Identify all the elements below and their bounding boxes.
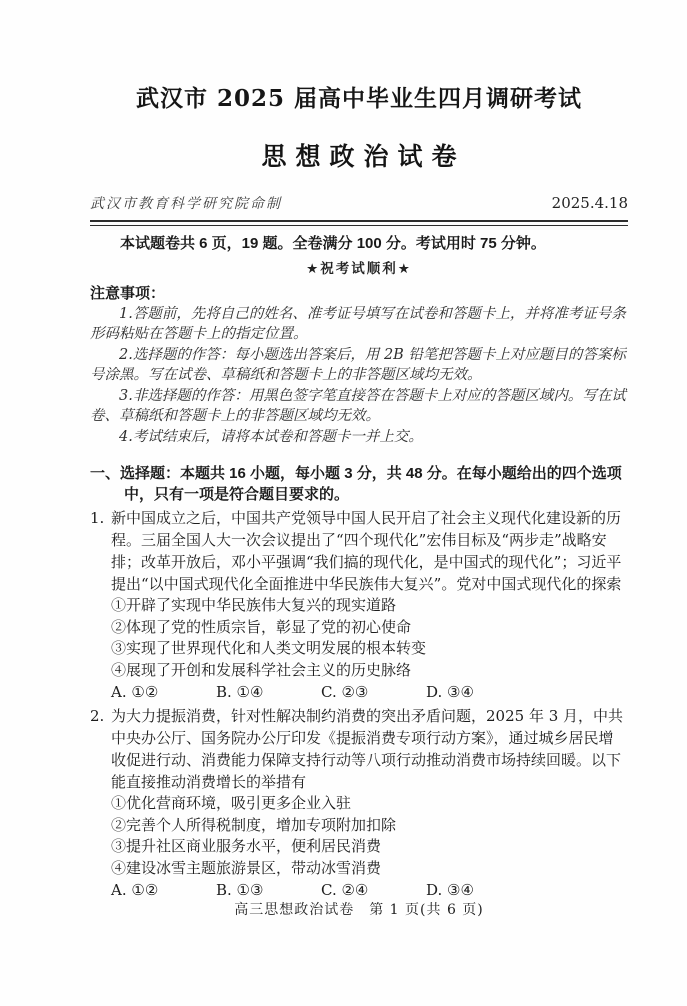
question-1-choice-a: A. ①② — [111, 683, 159, 701]
question-2-stem — [90, 705, 628, 793]
notice-item-4: 4.考试结束后，请将本试卷和答题卡一并上交。 — [119, 428, 423, 445]
issuer-label: 武汉市教育科学研究院命制 — [90, 196, 282, 212]
question-2-choice-c: C. ②④ — [321, 881, 369, 899]
question-1-choice-d: D. ③④ — [426, 683, 474, 701]
notice-item-1: 1.答题前，先将自己的姓名、准考证号填写在试卷和答题卡上，并将准考证号条形码粘贴在答题卡上的指定位置。 — [90, 305, 626, 342]
exam-info-line: 本试题卷共 6 页，19 题。全卷满分 100 分。考试用时 75 分钟。 — [120, 234, 546, 252]
header-divider — [90, 220, 628, 226]
question-1-choices-row — [90, 681, 628, 703]
question-1-text: 新中国成立之后，中国共产党领导中国人民开启了社会主义现代化建设新的历程。三届全国人大一次会议提出了“四个现代化”宏伟目标及“两步走”战略安排；改革开放后，邓小平强调“我们搞的现代化，是中国式的现代化”；习近平提出“以中国式现代化全面推进中华民族伟大复兴”。党对中国式现代化的探索 — [111, 509, 622, 593]
exam-date: 2025.4.18 — [551, 194, 628, 212]
notice-title: 注意事项： — [90, 284, 166, 302]
good-luck-line: ★祝考试顺利★ — [306, 260, 412, 276]
question-2-option-4: ④建设冰雪主题旅游景区，带动冰雪消费 — [111, 858, 382, 877]
question-2-choice-d: D. ③④ — [426, 881, 474, 899]
question-2-option-2: ②完善个人所得税制度，增加专项附加扣除 — [111, 815, 397, 834]
header-meta-row — [90, 194, 628, 213]
question-2-option-1: ①优化营商环境，吸引更多企业入驻 — [111, 794, 352, 812]
question-1-option-4: ④展现了开创和发展科学社会主义的历史脉络 — [111, 660, 412, 679]
question-1-choice-c: C. ②③ — [321, 683, 369, 701]
question-2-option-3: ③提升社区商业服务水平，便利居民消费 — [111, 837, 382, 855]
question-2-text: 为大力提振消费，针对性解决制约消费的突出矛盾问题，2025 年 3 月，中共中央办公厅、国务院办公厅印发《提振消费专项行动方案》，通过城乡居民增收促进行动、消费能力保障支持行动等八项行动推动消费市场持续回暖。以下能直接推动消费增长的举措有 — [111, 707, 624, 791]
notice-item-2: 2.选择题的作答：每小题选出答案后，用 2B 铅笔把答题卡上对应题目的答案标号涂黑。写在试卷、草稿纸和答题卡上的非答题区域均无效。 — [90, 346, 626, 383]
question-2-choices-row — [90, 879, 628, 901]
question-2 — [90, 705, 628, 901]
exam-subject-title: 思想政治试卷 — [261, 142, 466, 171]
question-1-number: 1. — [90, 509, 105, 527]
section-heading-multiple-choice: 一、选择题：本题共 16 小题，每小题 3 分，共 48 分。在每小题给出的四个选项中，只有一项是符合题目要求的。 — [90, 465, 622, 503]
question-1-option-2: ②体现了党的性质宗旨，彰显了党的初心使命 — [111, 617, 412, 636]
question-1 — [90, 507, 628, 703]
question-1-option-1: ①开辟了实现中华民族伟大复兴的现实道路 — [111, 596, 397, 614]
page-footer: 高三思想政治试卷 第 1 页(共 6 页) — [234, 902, 484, 918]
exam-title: 武汉市 2025 届高中毕业生四月调研考试 — [135, 85, 583, 112]
question-1-option-3: ③实现了世界现代化和人类文明发展的根本转变 — [111, 639, 427, 657]
question-1-choice-b: B. ①④ — [216, 683, 264, 701]
question-2-number: 2. — [90, 707, 105, 725]
question-1-stem — [90, 507, 628, 595]
question-2-choice-a: A. ①② — [111, 881, 159, 899]
question-2-choice-b: B. ①③ — [216, 881, 264, 899]
notice-item-3: 3.非选择题的作答：用黑色签字笔直接答在答题卡上对应的答题区域内。写在试卷、草稿纸和答题卡上的非答题区域均无效。 — [90, 387, 626, 424]
